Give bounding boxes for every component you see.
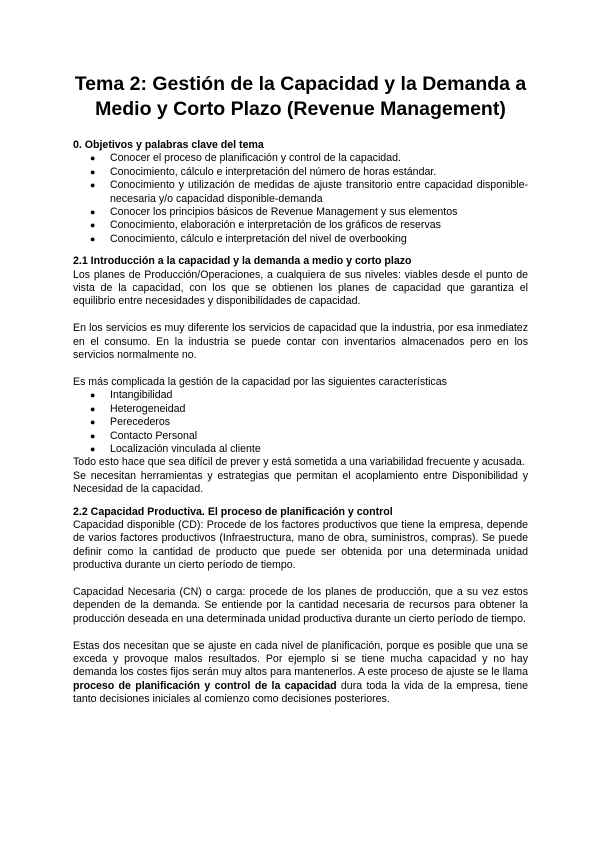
- bullet-icon: ●: [90, 180, 96, 191]
- emphasis-text: proceso de planificación y control de la capacidad: [73, 679, 337, 692]
- list-item: ● Conocer el proceso de planificación y control de la capacidad.: [90, 152, 401, 165]
- bullet-icon: ●: [90, 390, 96, 401]
- section-heading: 2.2 Capacidad Productiva. El proceso de planificación y control: [73, 505, 393, 518]
- bullet-icon: ●: [90, 207, 96, 218]
- paragraph: En los servicios es muy diferente los servicios de capacidad que la industria, por esa inmediatez en el consumo. En la industria se puede contar con inventarios almacenados pero en los servicios normalmente no.: [73, 322, 528, 362]
- bullet-icon: ●: [90, 233, 96, 244]
- characteristics-list: [73, 389, 528, 456]
- bullet-icon: ●: [90, 430, 96, 441]
- section-productive-capacity: [73, 506, 528, 707]
- list-item: ● Conocimiento, elaboración e interpretación de los gráficos de reservas: [90, 219, 441, 232]
- paragraph: Capacidad Necesaria (CN) o carga: procede de los planes de producción, que a su vez estos dependen de la demanda. Se entiende por la cantidad necesaria de recursos para obtener la producción deseada en una determinada unidad productiva durante un cierto período de tiempo.: [73, 585, 528, 625]
- bullet-icon: ●: [90, 403, 96, 414]
- list-item: ● Conocimiento, cálculo e interpretación del número de horas estándar.: [90, 165, 437, 178]
- list-item: ● Conocimiento y utilización de medidas de ajuste transitorio entre capacidad disponible-necesaria y/o capacidad disponible-demanda: [90, 179, 528, 205]
- paragraph: Los planes de Producción/Operaciones, a cualquiera de sus niveles: viables desde el punto de vista de la capacidad, con los que se obtienen los planes de capacidad que garantiza el equilibrio entre necesidades y disponibilidades de capacidad.: [73, 268, 528, 308]
- list-item: ● Intangibilidad: [90, 389, 173, 402]
- section-heading: 0. Objetivos y palabras clave del tema: [73, 139, 264, 151]
- paragraph: Todo esto hace que sea difícil de prever y está sometida a una variabilidad frecuente y acusada.: [73, 456, 525, 469]
- bullet-icon: ●: [90, 166, 96, 177]
- list-item: ● Perecederos: [90, 416, 171, 429]
- objectives-list: [73, 152, 528, 246]
- bullet-icon: ●: [90, 443, 96, 454]
- paragraph: Es más complicada la gestión de la capacidad por las siguientes características: [73, 375, 447, 388]
- list-item: ● Heterogeneidad: [90, 402, 186, 415]
- bullet-icon: ●: [90, 153, 96, 164]
- list-item: ● Localización vinculada al cliente: [90, 442, 261, 455]
- list-item: ● Conocer los principios básicos de Revenue Management y sus elementos: [90, 206, 458, 219]
- list-item: ● Conocimiento, cálculo e interpretación del nivel de overbooking: [90, 232, 407, 245]
- bullet-icon: ●: [90, 417, 96, 428]
- section-heading: 2.1 Introducción a la capacidad y la demanda a medio y corto plazo: [73, 255, 412, 268]
- section-objectives: [73, 139, 528, 246]
- list-item: ● Contacto Personal: [90, 429, 198, 442]
- paragraph: Estas dos necesitan que se ajuste en cada nivel de planificación, porque es posible que una se exceda y provoque malos resultados. Por ejemplo si se tiene mucha capacidad y no hay demanda los costes fijos serán muy altos para mantenerlos. A este proceso de ajuste se le llama proceso de planificación y control de la capacidad dura toda la vida de la empresa, tiene tanto decisiones iniciales al comienzo como decisiones posteriores.: [73, 639, 528, 706]
- section-introduction: [73, 255, 528, 496]
- paragraph: Capacidad disponible (CD): Procede de los factores productivos que tiene la empresa, depende de varios factores productivos (Infraestructura, mano de obra, suministros, compras). Se puede definir como la cantidad de producto que puede ser obtenida por una determinada unidad productiva durante un cierto período de tiempo.: [73, 518, 528, 572]
- paragraph: Se necesitan herramientas y estrategias que permitan el acoplamiento entre Disponibilidad y Necesidad de la capacidad.: [73, 469, 528, 496]
- bullet-icon: ●: [90, 220, 96, 231]
- page-title: Tema 2: Gestión de la Capacidad y la Demanda a Medio y Corto Plazo (Revenue Management): [74, 73, 527, 120]
